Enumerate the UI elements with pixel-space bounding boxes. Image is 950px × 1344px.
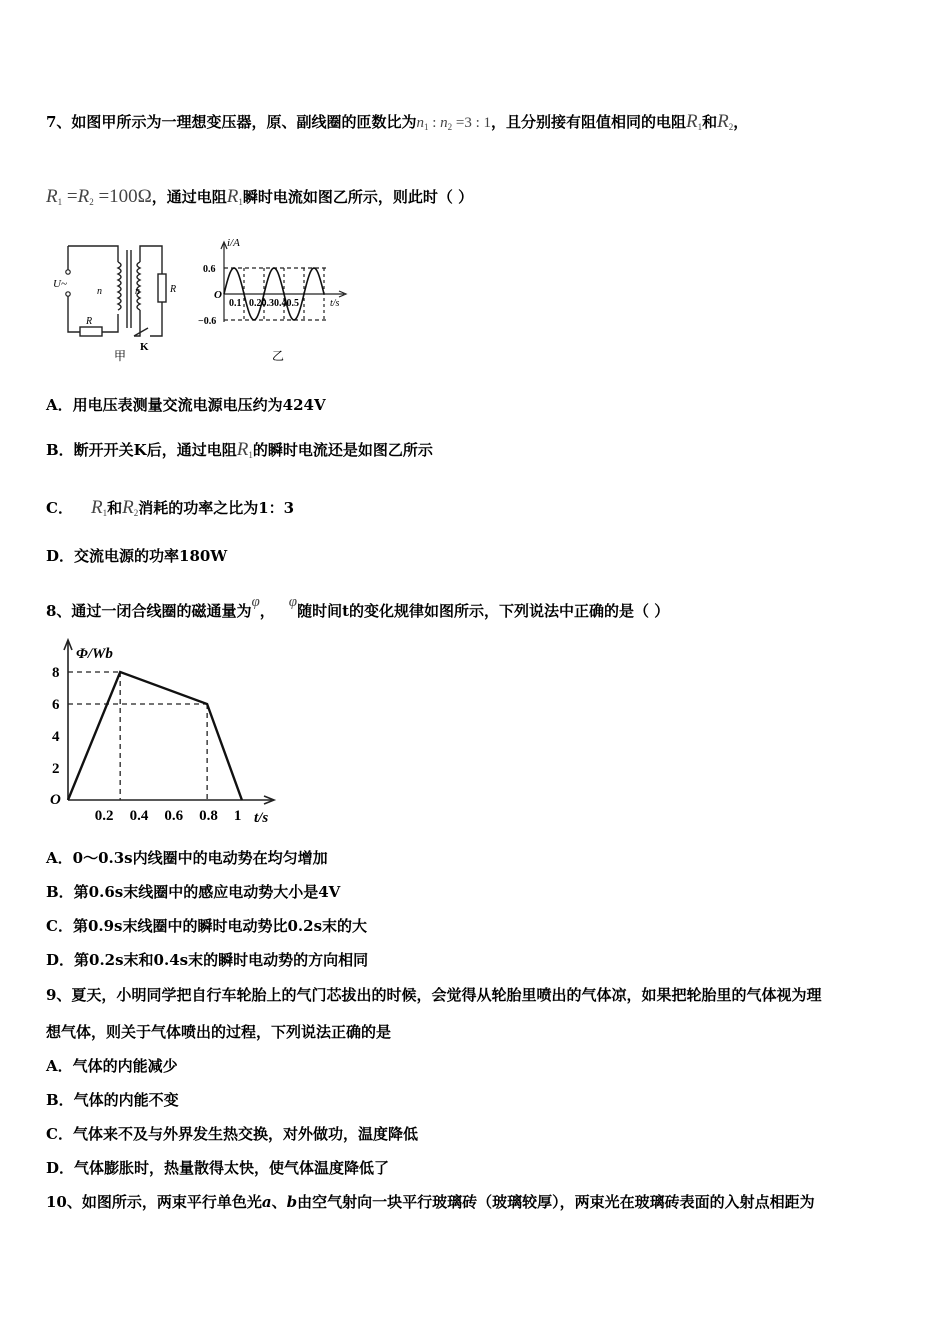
switch-k-label: K (140, 341, 149, 353)
flux-y-tick-label: 6 (52, 697, 60, 713)
q7-option-d: D．交流电源的功率180W (46, 547, 228, 565)
ratio-expression: $n_1$ : $n_2 =3$ : 1 (416, 115, 492, 132)
figure-jia-caption: 甲 (114, 349, 127, 362)
flux-x-axis-label: t/s (254, 810, 269, 826)
flux-x-tick-label: 0.2 (94, 808, 114, 824)
u-label: U~ (53, 278, 67, 290)
phi-symbol: φ (288, 594, 298, 610)
y-axis-label: i/A (227, 237, 240, 249)
transformer-circuit-diagram (50, 232, 190, 362)
phi-symbol: φ (251, 594, 260, 610)
r1-symbol: $R_1$ (236, 439, 253, 460)
q7-option-c: C． $R_1$和$R_2$消耗的功率之比为1：3 (46, 497, 295, 518)
q8-stem: 8、通过一闭合线圈的磁通量为φ， φ随时间t的变化规律如图所示，下列说法中正确的是（ ） (46, 594, 670, 620)
flux-x-tick-label: 0.6 (164, 808, 184, 824)
q7-stem-line2: $R_1 =R_2 =100\Omega$，通过电阻$R_1$瞬时电流如图乙所示，则此时（ ） (46, 186, 474, 207)
flux-origin-label: O (50, 792, 61, 808)
q10-stem: 10、如图所示，两束平行单色光a、b由空气射向一块平行玻璃砖（玻璃较厚），两束光在玻璃砖表面的入射点相距为 (46, 1193, 815, 1211)
r1-symbol: $R_1$ (90, 497, 108, 518)
flux-y-axis-label: Φ/Wb (76, 646, 113, 662)
r1-label: R (86, 316, 93, 327)
flux-x-tick-label: 0.8 (199, 808, 218, 824)
q9-stem-line2: 想气体，则关于气体喷出的过程，下列说法正确的是 (46, 1023, 392, 1041)
y-top-label: 0.6 (203, 264, 216, 275)
n2-label: n (135, 286, 140, 297)
flux-series-line (68, 672, 242, 800)
r2-label: R (170, 284, 177, 295)
flux-x-tick-label: 0.4 (129, 808, 149, 824)
n1-label: n (97, 286, 102, 297)
figure-yi-caption: 乙 (272, 349, 285, 363)
q9-option-c: C．气体来不及与外界发生热交换，对外做功，温度降低 (46, 1125, 418, 1143)
r2-symbol: $R_2$ (717, 111, 734, 132)
flux-x-tick-label: 1 (233, 808, 242, 824)
flux-y-tick-label: 4 (52, 729, 60, 745)
current-waveform-chart (196, 232, 366, 367)
r2-symbol: $R_2$ (122, 497, 139, 518)
q7-stem-line1: 7、如图甲所示为一理想变压器，原、副线圈的匝数比为$n_1$ : $n_2 =3$ : 1，且分别接有阻值相同的电阻$R_1$和$R_2$， (46, 111, 749, 132)
q9-stem-line1: 9、夏天，小明同学把自行车轮胎上的气门芯拔出的时候，会觉得从轮胎里喷出的气体凉，如果把轮胎里的气体视为理 (46, 986, 822, 1004)
x-tick-labels: 0.1 0.20.30.40.5 (229, 298, 299, 309)
r1-symbol: $R_1$ (226, 186, 243, 207)
r1-symbol: $R_1$ (686, 111, 703, 132)
y-bottom-label: −0.6 (198, 316, 217, 327)
flux-y-tick-label: 2 (52, 761, 60, 777)
magnetic-flux-chart (40, 638, 290, 828)
q8-option-a: A．0～0.3s内线圈中的电动势在均匀增加 (46, 849, 328, 867)
q8-option-c: C．第0.9s末线圈中的瞬时电动势比0.2s末的大 (46, 917, 368, 935)
q7-option-b: B．断开开关K后，通过电阻$R_1$的瞬时电流还是如图乙所示 (46, 439, 433, 460)
r-equality: $R_1 =R_2 =100\Omega$ (46, 186, 152, 207)
q9-option-d: D．气体膨胀时，热量散得太快，使气体温度降低了 (46, 1159, 390, 1177)
q7-option-a: A．用电压表测量交流电源电压约为424V (46, 396, 326, 414)
x-unit-label: t/s (330, 298, 340, 309)
flux-y-tick-label: 8 (52, 665, 60, 681)
origin-label: O (214, 289, 222, 301)
q8-option-d: D．第0.2s末和0.4s末的瞬时电动势的方向相同 (46, 951, 369, 969)
q9-option-b: B．气体的内能不变 (46, 1091, 179, 1109)
q8-option-b: B．第0.6s末线圈中的感应电动势大小是4V (46, 883, 341, 901)
q9-option-a: A．气体的内能减少 (46, 1057, 178, 1075)
